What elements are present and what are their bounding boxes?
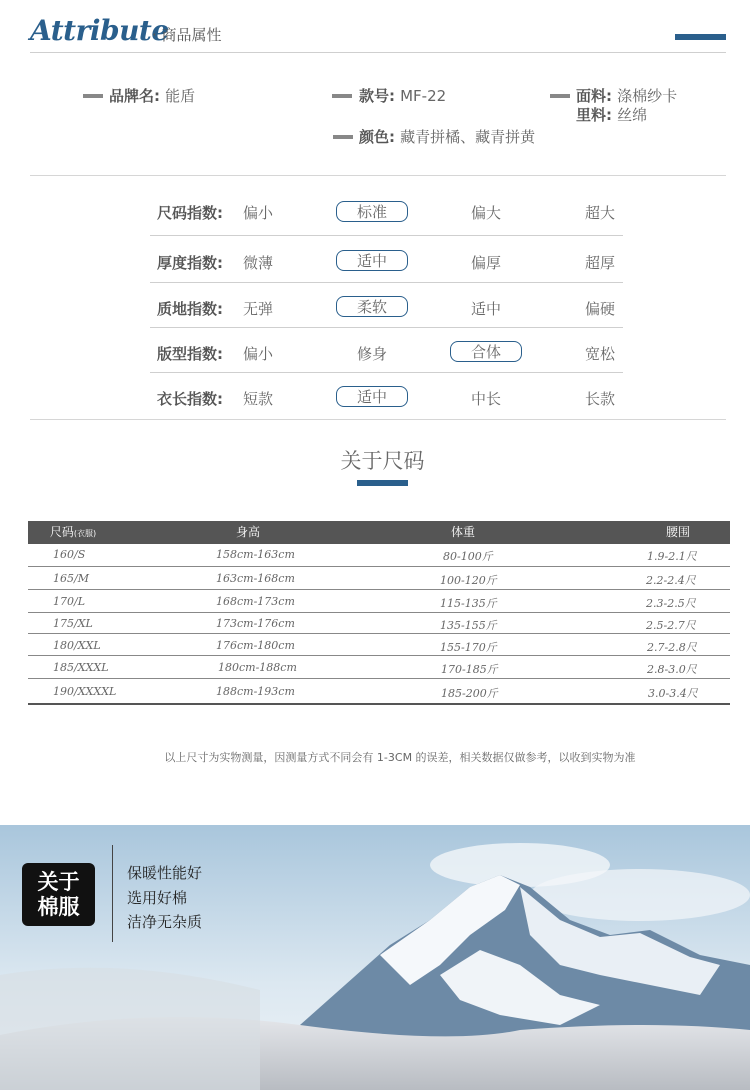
index-option: 偏小 (242, 345, 273, 363)
banner-divider (112, 845, 113, 942)
attr-fabric-value: 涤棉纱卡 (617, 87, 678, 105)
table-row-divider (28, 655, 730, 656)
cell-weight: 100-120斤 (440, 574, 497, 587)
index-label: 质地指数: (157, 300, 223, 318)
attr-lining-value: 丝绵 (617, 106, 648, 124)
index-option: 微薄 (242, 254, 273, 272)
attribute-logo: Attribute (30, 14, 169, 47)
table-row-divider (28, 566, 730, 567)
index-option-selected: 柔软 (336, 296, 408, 317)
attr-brand-value: 能盾 (165, 87, 196, 105)
header-size (28, 521, 118, 544)
cotton-coat-badge (22, 863, 95, 926)
table-row-divider (28, 633, 730, 634)
attr-brand-label: 品牌名: (109, 87, 160, 105)
index-label: 版型指数: (157, 345, 223, 363)
cell-waist: 2.3-2.5尺 (646, 597, 696, 610)
cell-weight: 170-185斤 (441, 663, 498, 676)
table-bottom-border (28, 703, 730, 705)
index-row-divider (150, 327, 623, 328)
cell-waist: 1.9-2.1尺 (647, 550, 697, 563)
index-option: 超大 (584, 204, 615, 222)
accent-bar (357, 480, 408, 486)
cell-height: 176cm-180cm (216, 639, 295, 652)
divider (30, 175, 726, 176)
index-option: 偏小 (242, 204, 273, 222)
cell-waist: 2.8-3.0尺 (647, 663, 697, 676)
dash-icon (333, 135, 353, 139)
index-option: 偏硬 (584, 300, 615, 318)
header-size-label: 尺码 (49, 525, 74, 539)
cell-height: 188cm-193cm (216, 685, 295, 698)
header-height: 身高 (235, 525, 260, 539)
cell-waist: 2.2-2.4尺 (646, 574, 696, 587)
attr-fabric-label: 面料: (576, 87, 612, 105)
cell-waist: 2.7-2.8尺 (647, 641, 697, 654)
index-option: 偏大 (470, 204, 501, 222)
table-row-divider (28, 678, 730, 679)
cell-height: 173cm-176cm (216, 617, 295, 630)
cell-size: 170/L (53, 595, 86, 608)
cell-height: 158cm-163cm (216, 548, 295, 561)
cell-size: 165/M (53, 572, 89, 585)
accent-bar (675, 34, 726, 40)
attr-brand (109, 85, 195, 106)
attr-lining-label: 里料: (576, 106, 612, 124)
table-row-divider (28, 612, 730, 613)
index-option: 长款 (584, 390, 615, 408)
cell-waist: 2.5-2.7尺 (646, 619, 696, 632)
index-option-selected: 适中 (336, 386, 408, 407)
attr-color-value: 藏青拼橘、藏青拼黄 (400, 128, 536, 146)
cell-weight: 185-200斤 (441, 687, 498, 700)
index-option: 适中 (470, 300, 501, 318)
section-subtitle: · 商品属性 (152, 26, 222, 44)
size-note: 以上尺寸为实物测量，因测量方式不同会有 1-3CM 的误差，相关数据仅做参考，以收到实物为准 (164, 751, 636, 764)
index-option: 偏厚 (470, 254, 501, 272)
dash-icon (550, 94, 570, 98)
cell-height: 168cm-173cm (216, 595, 295, 608)
index-row-divider (150, 282, 623, 283)
table-row-divider (28, 589, 730, 590)
header-size-note: (衣服) (73, 529, 97, 538)
index-row-divider (150, 235, 623, 236)
dash-icon (83, 94, 103, 98)
size-table-header (28, 521, 730, 544)
cell-size: 175/XL (53, 617, 93, 630)
cell-size: 160/S (53, 548, 86, 561)
feature-item: 洁净无杂质 (127, 913, 203, 931)
dash-icon (332, 94, 352, 98)
cell-size: 185/XXXL (53, 661, 109, 674)
attr-color (359, 126, 535, 147)
index-option: 修身 (356, 345, 387, 363)
cell-height: 180cm-188cm (218, 661, 297, 674)
index-option: 超厚 (584, 254, 615, 272)
badge-line-2: 棉服 (37, 895, 80, 919)
attr-fabric (576, 85, 677, 106)
header-divider (30, 52, 726, 53)
header-waist: 腰围 (665, 525, 690, 539)
cell-height: 163cm-168cm (216, 572, 295, 585)
feature-item: 保暖性能好 (127, 864, 203, 882)
index-label: 厚度指数: (157, 254, 223, 272)
index-option: 中长 (470, 390, 501, 408)
cell-weight: 115-135斤 (440, 597, 497, 610)
index-label: 尺码指数: (157, 204, 223, 222)
badge-line-1: 关于 (37, 870, 80, 894)
feature-item: 选用好棉 (127, 889, 188, 907)
index-option-selected: 适中 (336, 250, 408, 271)
divider (30, 419, 726, 420)
index-option: 短款 (242, 390, 273, 408)
index-row-divider (150, 372, 623, 373)
attr-model (359, 85, 446, 106)
index-option: 无弹 (242, 300, 273, 318)
index-option-selected: 合体 (450, 341, 522, 362)
index-option: 宽松 (584, 345, 615, 363)
cell-weight: 155-170斤 (440, 641, 497, 654)
index-option-selected: 标准 (336, 201, 408, 222)
cell-weight: 80-100斤 (443, 550, 493, 563)
size-section-title: 关于尺码 (340, 449, 425, 473)
attr-model-label: 款号: (359, 87, 395, 105)
cell-waist: 3.0-3.4尺 (648, 687, 698, 700)
cell-size: 180/XXL (53, 639, 101, 652)
attr-model-value: MF-22 (400, 87, 447, 105)
cell-size: 190/XXXXL (53, 685, 117, 698)
header-weight: 体重 (450, 525, 475, 539)
attr-lining (576, 104, 647, 125)
attr-color-label: 颜色: (359, 128, 395, 146)
index-label: 衣长指数: (157, 390, 223, 408)
cell-weight: 135-155斤 (440, 619, 497, 632)
